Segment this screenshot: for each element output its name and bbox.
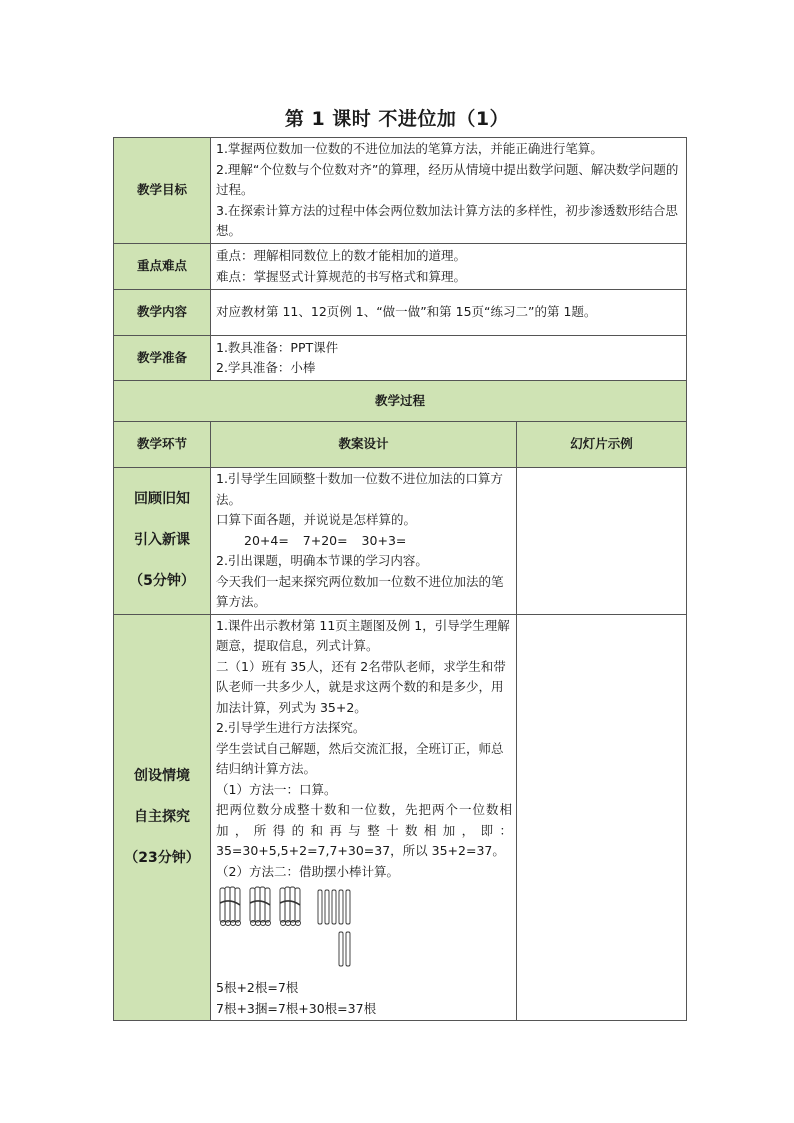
stage-row-explore (114, 614, 687, 1021)
preparation-content (211, 336, 687, 381)
design-line: 2.引出课题，明确本节课的学习内容。 (216, 553, 428, 568)
key-point: 重点：理解相同数位上的数才能相加的道理。 (216, 248, 467, 263)
design-line: 7根+3捆=7根+30根=37根 (216, 1000, 377, 1016)
design-line: 5根+2根=7根 (216, 980, 299, 995)
slide-example-review (517, 468, 687, 615)
stick-bundle-1 (220, 887, 241, 926)
objective-3: 3.在探索计算方法的过程中体会两位数加法计算方法的多样性，初步渗透数形结合思想。 (216, 202, 678, 239)
content-text: 对应教材第 11、12页例 1、“做一做”和第 15页“练习二”的第 1题。 (211, 290, 687, 336)
stick-bundle-2 (250, 887, 271, 926)
stage-label-line: 回顾旧知 (134, 491, 190, 508)
stage-row-review (114, 468, 687, 615)
column-header-row (114, 422, 687, 468)
counting-sticks-illustration (218, 884, 368, 978)
preparation-row (114, 336, 687, 381)
design-line: 今天我们一起来探究两位数加一位数不进位加法的笔算方法。 (216, 573, 504, 609)
difficult-point: 难点：掌握竖式计算规范的书写格式和算理。 (216, 268, 467, 284)
key-points-content (211, 244, 687, 290)
stage-design-review (211, 468, 517, 615)
content-label: 教学内容 (114, 290, 211, 336)
stage-label-line: 引入新课 (134, 532, 190, 549)
column-header-design: 教案设计 (211, 422, 517, 468)
design-line: （1）方法一：口算。 (216, 781, 337, 797)
process-title: 教学过程 (114, 381, 687, 422)
stick-bundle-3 (280, 887, 301, 926)
student-preparation: 2.学具准备：小棒 (216, 360, 316, 375)
stage-label-line: 自主探究 (134, 808, 190, 825)
design-line: 二（1）班有 35人，还有 2名带队老师，求学生和带队老师一共多少人，就是求这两个数的和是多少，用加法计算，列式为 35+2。 (216, 658, 506, 715)
stage-duration: （23分钟） (124, 849, 200, 866)
slide-example-explore (517, 614, 687, 1021)
objective-2: 2.理解“个位数与个位数对齐”的算理，经历从情境中提出数学问题、解决数学问题的过程。 (216, 161, 679, 198)
key-points-label: 重点难点 (114, 244, 211, 290)
objective-1: 1.掌握两位数加一位数的不进位加法的笔算方法，并能正确进行笔算。 (216, 141, 603, 157)
oral-calc-equations: 20+4= 7+20= 30+3= (244, 532, 407, 548)
process-title-row (114, 381, 687, 422)
page-title: 第 1 课时 不进位加（1） (284, 108, 510, 130)
design-line: 2.引导学生进行方法探究。 (216, 720, 366, 735)
stage-label-explore (114, 614, 211, 1021)
design-line: （2）方法二：借助摆小棒计算。 (216, 863, 399, 879)
column-header-stage: 教学环节 (114, 422, 211, 468)
stage-duration: （5分钟） (129, 573, 195, 590)
design-line: 1.引导学生回顾整十数加一位数不进位加法的口算方法。 (216, 471, 503, 507)
key-points-row (114, 244, 687, 290)
content-row (114, 290, 687, 336)
design-line: 把两位数分成整十数和一位数，先把两个一位数相加，所得的和再与整十数相加，即： (216, 802, 512, 838)
lesson-plan-table (113, 137, 687, 1021)
column-header-slides: 幻灯片示例 (517, 422, 687, 468)
design-line: 口算下面各题，并说说是怎样算的。 (216, 512, 417, 527)
stage-label-review (114, 468, 211, 615)
design-line: 1.课件出示教材第 11页主题图及例 1，引导学生理解题意，提取信息，列式计算。 (216, 617, 510, 653)
stage-label-line: 创设情境 (134, 767, 190, 784)
design-line: 学生尝试自己解题，然后交流汇报，全班订正，师总结归纳计算方法。 (216, 740, 504, 776)
preparation-label: 教学准备 (114, 336, 211, 381)
objectives-content (211, 138, 687, 244)
objectives-row (114, 138, 687, 244)
loose-sticks-two (339, 932, 350, 966)
teacher-preparation: 1.教具准备：PPT课件 (216, 339, 339, 355)
design-line: 35=30+5,5+2=7,7+30=37，所以 35+2=37。 (216, 843, 505, 858)
loose-sticks-five (318, 890, 350, 924)
objectives-label: 教学目标 (114, 138, 211, 244)
stage-design-explore (211, 614, 517, 1021)
